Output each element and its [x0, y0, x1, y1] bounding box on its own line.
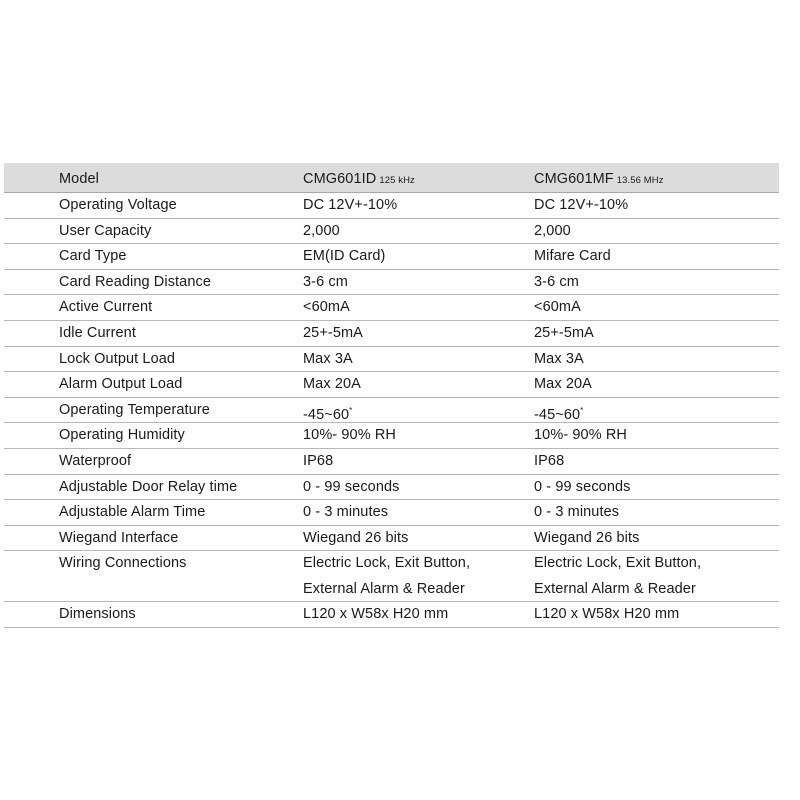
row-label: Active Current: [59, 299, 153, 316]
header-model-1: CMG601ID 125 kHz: [303, 171, 415, 187]
row-value-2: 10%- 90% RH: [534, 427, 627, 444]
row-value-1: 0 - 3 minutes: [303, 504, 389, 521]
row-value-1: 3-6 cm: [303, 273, 348, 290]
row-value-1: DC 12V+-10%: [303, 197, 398, 213]
table-row: [4, 500, 779, 526]
table-row: [4, 423, 779, 449]
table-row: [4, 526, 779, 552]
row-value-1: 25+-5mA: [303, 324, 363, 341]
row-label: Waterproof: [59, 452, 132, 469]
row-label: Dimensions: [59, 606, 136, 623]
table-row: [4, 551, 779, 602]
header-model-2: CMG601MF 13.56 MHz: [534, 171, 664, 187]
row-label: Wiring Connections: [59, 555, 187, 572]
row-label: Lock Output Load: [59, 350, 176, 367]
row-label: Idle Current: [59, 324, 136, 341]
row-value-1: Wiegand 26 bits: [303, 529, 409, 546]
row-label: Adjustable Alarm Time: [59, 504, 206, 521]
table-row: [4, 398, 779, 424]
row-label: User Capacity: [59, 222, 152, 239]
row-value-1: 10%- 90% RH: [303, 427, 396, 444]
row-value-2: DC 12V+-10%: [534, 197, 629, 213]
row-value-1: Max 20A: [303, 376, 361, 393]
table-row: [4, 270, 779, 296]
row-label: Card Type: [59, 248, 127, 265]
row-value-1: Max 3A: [303, 350, 353, 367]
row-value-2: 25+-5mA: [534, 324, 594, 341]
table-row: [4, 475, 779, 501]
row-value-2: L120 x W58x H20 mm: [534, 606, 680, 623]
spec-table: [4, 163, 779, 628]
row-value-2: Max 3A: [534, 350, 584, 367]
table-row: [4, 449, 779, 475]
row-value-1: Electric Lock, Exit Button, External Alarm & Reader: [303, 555, 471, 597]
row-label: Wiegand Interface: [59, 529, 179, 546]
row-value-1: <60mA: [303, 299, 350, 316]
superscript-mark: *: [349, 405, 353, 415]
table-row: [4, 347, 779, 373]
row-value-2: -45~60*: [534, 405, 584, 423]
row-label: Operating Voltage: [59, 197, 177, 213]
row-value-2: 0 - 99 seconds: [534, 478, 631, 495]
row-value-2: IP68: [534, 452, 565, 469]
row-value-2: Wiegand 26 bits: [534, 529, 640, 546]
table-row: [4, 219, 779, 245]
row-value-2: 3-6 cm: [534, 273, 579, 290]
row-value-2: Electric Lock, Exit Button, External Alarm & Reader: [534, 555, 702, 597]
row-value-1: IP68: [303, 452, 334, 469]
row-label: Card Reading Distance: [59, 273, 212, 290]
table-row: [4, 372, 779, 398]
row-label: Operating Humidity: [59, 427, 185, 444]
row-value-2: Mifare Card: [534, 248, 611, 265]
table-row: [4, 193, 779, 219]
table-row: [4, 244, 779, 270]
row-value-2: Max 20A: [534, 376, 592, 393]
superscript-mark: *: [580, 405, 584, 415]
row-value-1: 2,000: [303, 222, 340, 239]
table-header: [4, 163, 779, 193]
row-label: Operating Temperature: [59, 401, 210, 418]
row-value-2: 0 - 3 minutes: [534, 504, 620, 521]
row-value-2: 2,000: [534, 222, 571, 239]
row-value-1: EM(ID Card): [303, 248, 386, 265]
row-value-1: 0 - 99 seconds: [303, 478, 400, 495]
row-value-2: <60mA: [534, 299, 581, 316]
row-label: Adjustable Door Relay time: [59, 478, 238, 495]
table-row: [4, 321, 779, 347]
row-value-1: -45~60*: [303, 405, 353, 423]
row-value-1: L120 x W58x H20 mm: [303, 606, 449, 623]
table-row: [4, 602, 779, 628]
table-row: [4, 295, 779, 321]
header-label: Model: [59, 171, 99, 187]
row-label: Alarm Output Load: [59, 376, 183, 393]
